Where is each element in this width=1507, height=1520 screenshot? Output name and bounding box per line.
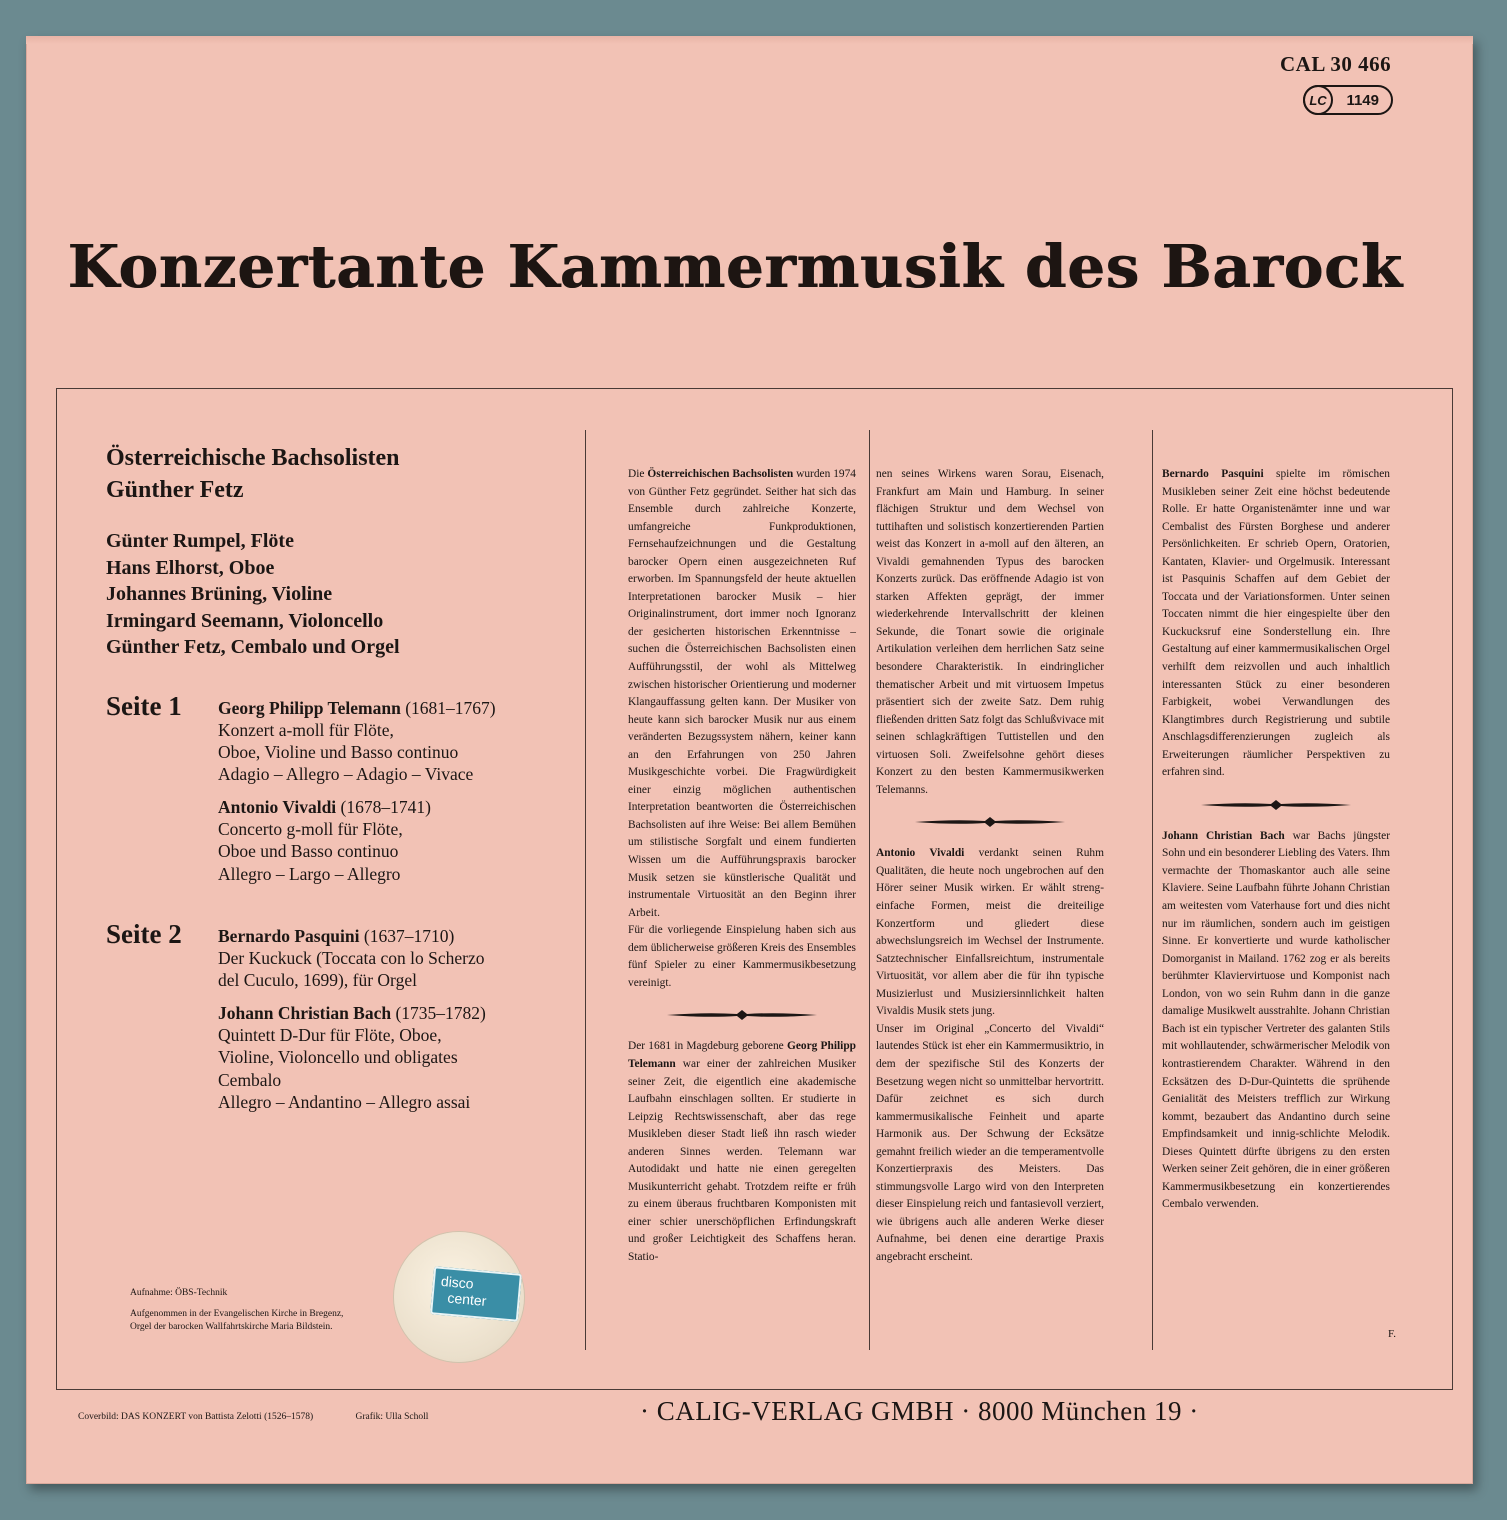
composer: Johann Christian Bach — [218, 1002, 392, 1023]
composer-dates: (1678–1741) — [340, 796, 431, 817]
work-line: Oboe, Violine und Basso continuo — [218, 742, 459, 763]
player: Hans Elhorst, Oboe — [106, 556, 275, 579]
ornament-divider-icon — [915, 817, 1065, 827]
recording-credit: Aufnahme: ÖBS-Technik — [130, 1288, 228, 1298]
notes-bold: Georg Philipp Telemann — [628, 1040, 857, 1070]
sticker-text: disco — [440, 1272, 475, 1292]
venue-credit: Aufgenommen in der Evangelischen Kirche in Bregenz, — [130, 1309, 344, 1319]
track-listing — [106, 442, 566, 1123]
player: Irmingard Seemann, Violoncello — [106, 609, 384, 632]
sticker-text: center — [446, 1289, 488, 1309]
publisher-line: · CALIG-VERLAG GMBH · 8000 München 19 · — [640, 1396, 1199, 1426]
recording-credits — [130, 1287, 343, 1334]
ornament-divider-icon — [1201, 800, 1351, 810]
work-line: Allegro – Largo – Allegro — [218, 863, 401, 884]
work-line: Quintett D-Dur für Flöte, Oboe, — [218, 1025, 442, 1046]
work-line: Konzert a-moll für Flöte, — [218, 719, 394, 740]
composer: Georg Philipp Telemann — [218, 697, 401, 718]
work-item — [218, 697, 566, 786]
notes-paragraph: nen seines Wirkens waren Sorau, Eisenach, Frankfurt am Main und Hamburg. In seiner flächigen Struktur und dem Wechsel von tuttihaften und solistisch konzertierenden Partien weist das Konzert in a-moll auf den älteren, an Vivaldi gemahnenden Typus des barocken Konzerts zurück. Das eröffnende Adagio ist von starken Affekten geprägt, der immer wiederkehrende Intervallschritt der kleinen Sekunde, die Tonart sowie die originale Artikulation verleihen dem herrlichen Satz seine besondere Charakteristik. In eindringlicher thematischer Arbeit und mit virtuosem Impetus präsentiert sich der zweite Satz. Dem ruhig fließenden dritten Satz folgt das Schlußvivace mit seinen schlagkräftigen Tuttistellen und den virtuosen Soli. Zweifelsohne gehört dieses Konzert zu den besten Kammermusikwerken Telemanns. — [876, 468, 1104, 796]
cover-credits — [78, 1412, 428, 1422]
player: Günther Fetz, Cembalo und Orgel — [106, 636, 400, 658]
author-initial: F. — [1388, 1328, 1396, 1340]
work-line: Der Kuckuck (Toccata con lo Scherzo — [218, 948, 485, 969]
column-divider — [1152, 430, 1153, 1350]
ensemble-name: Österreichische Bachsolisten — [106, 445, 400, 471]
album-title: Konzertante Kammermusik des Barock — [67, 232, 1403, 301]
sleeve-top-edge — [26, 36, 1473, 44]
venue-credit: Orgel der barocken Wallfahrtskirche Maria Bildstein. — [130, 1322, 333, 1332]
graphics-credit: Grafik: Ulla Scholl — [355, 1412, 429, 1422]
work-line: Allegro – Andantino – Allegro assai — [218, 1091, 471, 1112]
side-label: Seite 2 — [106, 918, 182, 949]
player: Günter Rumpel, Flöte — [106, 530, 294, 552]
cover-credit: Coverbild: DAS KONZERT von Battista Zelotti (1526–1578) — [78, 1412, 314, 1422]
side-label: Seite 1 — [106, 690, 182, 721]
notes-paragraph — [876, 845, 1104, 1020]
work-line: Violine, Violoncello und obligates — [218, 1047, 458, 1068]
notes-text: wurden 1974 von Günther Fetz gegründet. Seither hat sich das Ensemble durch zahlreiche Konzerte, umfangreiche Funkproduktionen, Fernsehaufzeichnungen und die Gestaltung barocker Opern einen ausgezeichneten Ruf erworben. Im Spannungsfeld der heute aktuellen Interpretationen barocker Musik – hier Originalinstrument, dort immer noch Ignoranz der gesicherten historischen Erkenntnisse – suchen die Österreichischen Bachsolisten einen Aufführungsstil, der wohl als Mittelweg zwischen historischer Orientierung und moderner Klangauffassung gelten kann. Der Musiker von heute kann sich barocker Musik nur aus einem veränderten Bezugssystem nähern, keiner kann an den Erfahrungen von 250 Jahren Musikgeschichte vorbei. Die Fragwürdigkeit einer einzig möglichen authentischen Interpretation beantworten die Österreichischen Bachsolisten auf ihre Weise: Bei allem Bemühen um stilistische Sorgfalt und einem fundierten Wissen um die Aufführungspraxis barocker Musik setzen sie künstlerische Qualität und instrumentale Virtuosität an den Beginn ihrer Arbeit. — [628, 468, 856, 919]
composer: Antonio Vivaldi — [218, 796, 337, 817]
composer-dates: (1735–1782) — [395, 1002, 486, 1023]
notes-paragraph — [1162, 466, 1390, 782]
work-line: Cembalo — [218, 1069, 282, 1090]
work-line: Adagio – Allegro – Adagio – Vivace — [218, 764, 474, 785]
notes-column-2 — [876, 466, 1104, 1267]
ensemble-director: Günther Fetz — [106, 477, 244, 503]
composer-dates: (1681–1767) — [405, 697, 496, 718]
notes-paragraph — [628, 466, 856, 922]
label-code: 1149 — [1346, 91, 1379, 109]
column-divider — [869, 430, 870, 1350]
lc-logo-icon: LC — [1303, 85, 1333, 115]
notes-bold: Johann Christian Bach — [1162, 829, 1285, 842]
ornament-divider-icon — [667, 1010, 817, 1020]
notes-bold: Österreichischen Bachsolisten — [647, 468, 794, 480]
disco-center-logo — [430, 1266, 522, 1321]
notes-text: spielte im römischen Musikleben seiner Zeit eine höchst bedeutende Rolle. Er hatte Organistenämter inne und war Cembalist des Fürsten Borghese und anderer Persönlichkeiten. Er schrieb Opern, Oratorien, Kantaten, Klavier- und Orgelmusik. Interessant ist Pasquinis Schaffen auf dem Gebiet der Toccata und der Variationsformen. Unter seinen Toccaten nimmt die hier eingespielte über den Kuckucksruf eine Sonderstellung ein. Ihre Gestaltung auf einer kammermusikalischen Orgel verhilft dem reizvollen und auch inhaltlich interessanten Stück zu einer besonderen Farbigkeit, wobei Verwandlungen des Klangtimbres durch Registrierung und subtile Anschlagsdifferenzierungen zugleich als Erweiterungen räumlicher Perspektiven zu erfahren sind. — [1162, 468, 1391, 779]
composer: Bernardo Pasquini — [218, 925, 360, 946]
work-line: Concerto g-moll für Flöte, — [218, 818, 403, 839]
notes-bold: Bernardo Pasquini — [1162, 468, 1264, 480]
work-line: Oboe und Basso continuo — [218, 841, 399, 862]
player-list — [106, 528, 566, 661]
side-2 — [106, 919, 566, 1113]
disco-center-sticker — [394, 1232, 524, 1362]
work-item — [218, 1002, 566, 1113]
notes-paragraph — [628, 1038, 856, 1266]
notes-text: war Bachs jüngster Sohn und ein besonderer Liebling des Vaters. Ihm vermachte der Thomaskantor auch alle seine Klaviere. Seine Laufbahn führte Johann Christian am weitesten vom Vaterhause fort und dies nicht nur im räumlichen, sondern auch im geistigen Sinne. Er konvertierte und wurde katholischer Domorganist in Mailand. 1762 zog er als bereits berühmter Klaviervirtuose und Komponist nach London, von wo sein Ruhm dann in die ganze damalige Musikwelt ausstrahlte. Johann Christian Bach ist ein typischer Vertreter des galanten Stils mit wohllautender, schwärmerischer Melodik von kontrastierendem Charakter. Während in den Ecksätzen des D-Dur-Quintetts die sprühende Genialität des Meisters trefflich zur Wirkung kommt, bezaubert das Andantino durch seine Empfindsamkeit und innig-schlichte Melodik. Dieses Quintett dürfte übrigens zu den ersten Werken seiner Zeit gehören, die in einer größeren Kammermusikbesetzung ein konzertierendes Cembalo verwenden. — [1162, 829, 1391, 1211]
notes-column-3 — [1162, 466, 1390, 1214]
work-item — [218, 796, 566, 885]
work-item — [218, 925, 566, 992]
catalog-number: CAL 30 466 — [1280, 52, 1392, 76]
notes-column-1 — [628, 466, 856, 1267]
notes-text: verdankt seinen Ruhm Qualitäten, die heute noch ungebrochen auf den Hörer seiner Musik wirken. Er wählt streng-einfache Formen, meist die dreiteilige Konzertform und gliedert diese abwechslungsreich im Wechsel der Instrumente. Satztechnischer Einfallsreichtum, instrumentale Virtuosität, vor allem aber die für ihn typische Musizierlust und Musiziersinnlichkeit halten Vivaldis Musik stets jung. — [876, 847, 1104, 1018]
notes-text: Der 1681 in Magdeburg geborene — [628, 1040, 787, 1053]
notes-paragraph — [1162, 828, 1390, 1214]
notes-text: Die — [628, 468, 648, 480]
composer-dates: (1637–1710) — [363, 925, 455, 946]
notes-bold: Antonio Vivaldi — [876, 847, 965, 860]
notes-paragraph: Für die vorliegende Einspielung haben sich aus dem üblicherweise größeren Kreis des Ensembles fünf Spieler zu einer Kammermusikbesetzung vereinigt. — [628, 924, 856, 989]
notes-paragraph: Unser im Original „Concerto del Vivaldi“ lautendes Stück ist eher ein Kammermusiktrio, in dem der spezifische Stil des Konzerts der Besetzung wegen nicht so unmittelbar hervortritt. Dafür zeichnet es sich durch kammermusikalische Feinheit und aparte Harmonik aus. Der Schwung der Ecksätze gemahnt freilich wieder an die temperamentvolle Konzertierpraxis des Meisters. Das stimmungsvolle Largo wird von den Interpreten dieser Einspielung reich und fantasievoll verziert, wie übrigens auch alle anderen Werke dieser Aufnahme, bei denen eine derartige Praxis angebracht erscheint. — [876, 1022, 1104, 1263]
player: Johannes Brüning, Violine — [106, 583, 333, 605]
side-1 — [106, 691, 566, 885]
label-code-badge — [1303, 85, 1393, 115]
work-line: del Cuculo, 1699), für Orgel — [218, 970, 417, 991]
column-divider — [585, 430, 586, 1350]
notes-text: war einer der zahlreichen Musiker seiner Zeit, die eigentlich eine akademische Laufbahn einschlagen sollten. Er studierte in Leipzig Rechtswissenschaft, aber das rege Musikleben dieser Stadt ließ ihn rasch wieder anderen Sinnes werden. Telemann war Autodidakt und hatte nie einen geregelten Musikunterricht gehabt. Trotzdem reifte er früh zu einem überaus fruchtbaren Komponisten mit einer schier unerschöpflichen Erfindungskraft und großer Leichtigkeit des Schaffens heran. Statio- — [628, 1057, 856, 1263]
